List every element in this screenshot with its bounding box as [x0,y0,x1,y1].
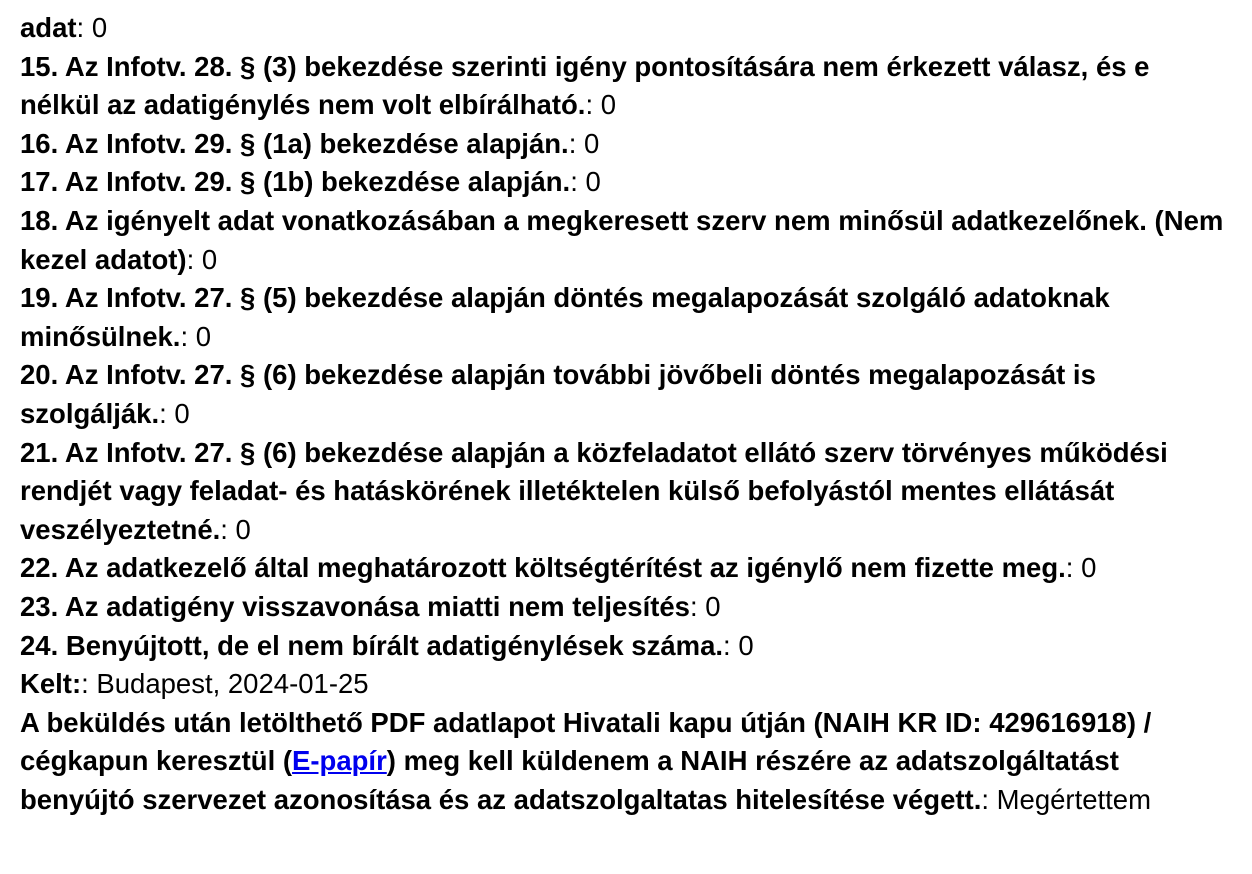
form-row [20,549,1234,588]
form-row [20,9,1234,48]
field-label: 21. Az Infotv. 27. § (6) bekezdése alapján a közfeladatot ellátó szerv törvényes működési rendjét vagy feladat- és hatáskörének illetéktelen külső befolyástól mentes ellátását veszélyeztetné. [20,436,1168,545]
field-label: 17. Az Infotv. 29. § (1b) bekezdése alapján. [20,166,571,198]
form-row [20,434,1234,550]
form-row [20,125,1234,164]
label-value-separator: : [689,590,706,622]
label-value-separator: : [159,397,175,429]
field-value: 0 [705,590,721,622]
label-value-separator: : [180,320,196,352]
field-label: 19. Az Infotv. 27. § (5) bekezdése alapján döntés megalapozását szolgáló adatoknak minősülnek. [20,282,1110,352]
field-value: 0 [1081,552,1097,584]
closing-text-before-link: A beküldés után letölthető PDF adatlapot Hivatali kapu útján (NAIH KR ID: 429616918) / cégkapun keresztül ( [20,706,1152,777]
field-value: Megértettem [996,783,1151,815]
field-value: 0 [600,89,617,121]
field-label: 16. Az Infotv. 29. § (1a) bekezdése alapján. [20,127,569,159]
form-row [20,163,1234,202]
field-label: 23. Az adatigény visszavonása miatti nem teljesítés [20,590,690,622]
label-value-separator: : [723,629,739,661]
field-label: 15. Az Infotv. 28. § (3) bekezdése szerinti igény pontosítására nem érkezett válasz, és e nélkül az adatigénylés nem volt elbírálható. [20,50,1150,121]
field-label: 24. Benyújtott, de el nem bírált adatigénylések száma. [20,629,724,661]
e-papir-link[interactable]: E-papír [292,745,387,777]
label-value-separator: : [568,127,584,159]
label-value-separator: : [585,89,601,121]
field-label: 18. Az igényelt adat vonatkozásában a megkeresett szerv nem minősül adatkezelőnek. (Nem kezel adatot) [20,204,1224,275]
label-value-separator: : [570,166,586,198]
label-value-separator: : [81,668,97,700]
field-value: 0 [174,397,190,429]
field-value: 0 [91,12,108,43]
field-value: 0 [585,166,601,198]
form-row [20,202,1234,279]
field-label: 20. Az Infotv. 27. § (6) bekezdése alapján további jövőbeli döntés megalapozását is szolgálják. [20,359,1096,429]
label-value-separator: : [981,783,997,815]
label-value-separator: : [76,12,92,43]
form-row-closing-statement [20,704,1234,820]
closing-text-after-link: ) meg kell küldenem a NAIH részére az adatszolgáltatást benyújtó szervezet azonosítása és az adatszolgaltatas hitelesítése végett. [20,745,1119,815]
field-label: 22. Az adatkezelő által meghatározott költségtérítést az igénylő nem fizette meg. [20,552,1066,584]
field-value: Budapest, 2024-01-25 [96,668,369,700]
field-value: 0 [583,127,600,159]
field-value: 0 [195,320,212,352]
form-row [20,627,1234,666]
field-value: 0 [235,513,251,545]
field-value: 0 [201,243,218,275]
form-row [20,356,1234,433]
label-value-separator: : [1065,552,1082,584]
label-value-separator: : [220,513,236,545]
field-value: 0 [738,629,754,661]
field-label: adat [20,12,77,43]
label-value-separator: : [186,243,202,275]
form-row [20,588,1234,627]
form-row [20,48,1234,125]
field-label: Kelt: [20,668,82,700]
form-row [20,279,1234,356]
form-row-kelt [20,665,1234,704]
